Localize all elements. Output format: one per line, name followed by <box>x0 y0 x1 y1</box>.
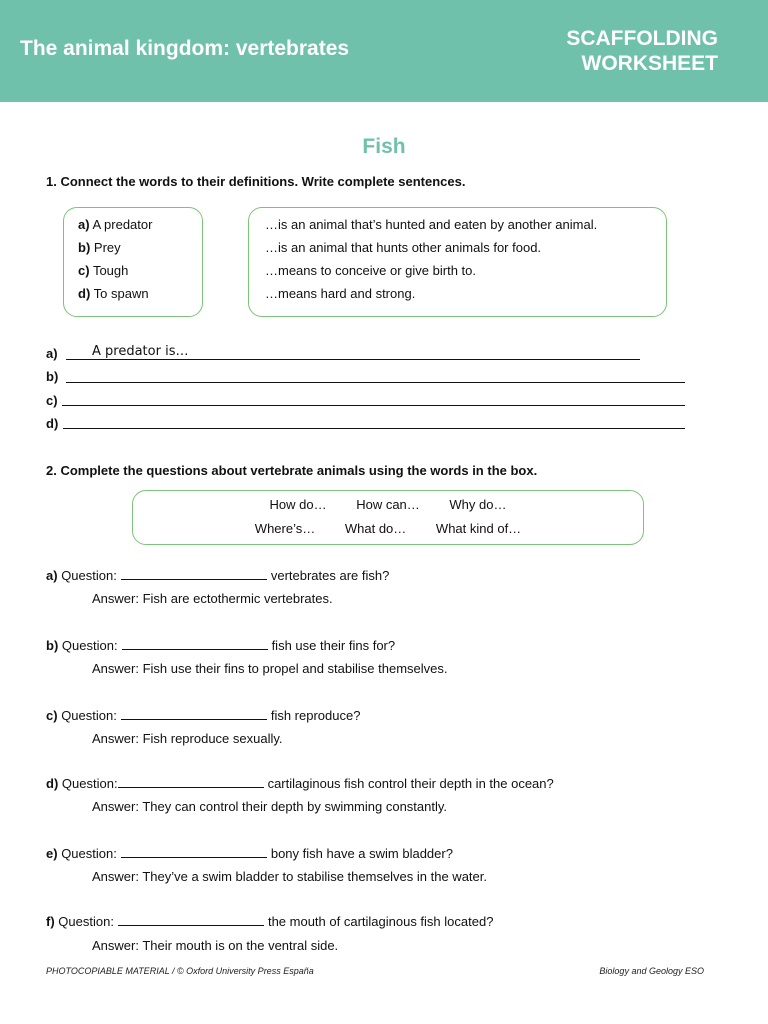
word-item: c) Tough <box>78 263 129 278</box>
question-blank[interactable] <box>118 914 264 926</box>
answer-line-a[interactable] <box>66 358 640 360</box>
word-item: b) Prey <box>78 240 121 255</box>
answer-label-b: b) <box>46 369 59 384</box>
answer-d: Answer: They can control their depth by swimming constantly. <box>92 799 448 814</box>
word-bank-item: How do… <box>269 497 327 512</box>
word-bank-row <box>133 497 643 512</box>
word-bank-item: Why do… <box>449 497 507 512</box>
word-bank-item: What kind of… <box>435 521 522 536</box>
definition-item: …means hard and strong. <box>265 286 416 301</box>
answer-b: Answer: Fish use their fins to propel and stabilise themselves. <box>92 661 448 676</box>
answer-e: Answer: They’ve a swim bladder to stabilise themselves in the water. <box>92 869 487 884</box>
definitions-box <box>248 207 667 317</box>
question-blank[interactable] <box>118 776 264 788</box>
exercise-2-instruction: 2. Complete the questions about vertebrate animals using the words in the box. <box>46 463 538 478</box>
word-item: a) A predator <box>78 217 153 232</box>
answer-line-b[interactable] <box>66 381 685 383</box>
answer-line-d[interactable] <box>63 427 685 429</box>
header-banner <box>0 0 768 102</box>
answer-c: Answer: Fish reproduce sexually. <box>92 731 283 746</box>
question-blank[interactable] <box>121 708 267 720</box>
answer-label-c: c) <box>46 393 58 408</box>
definition-item: …is an animal that’s hunted and eaten by another animal. <box>265 217 598 232</box>
badge-line-1: SCAFFOLDING <box>566 27 718 50</box>
footer-subject: Biology and Geology ESO <box>599 966 704 976</box>
footer-copyright: PHOTOCOPIABLE MATERIAL / © Oxford University Press España <box>46 966 314 976</box>
definition-item: …is an animal that hunts other animals for food. <box>265 240 542 255</box>
worksheet-type-badge <box>566 26 718 76</box>
question-f: f) Question: the mouth of cartilaginous fish located? <box>46 914 494 929</box>
question-blank[interactable] <box>121 846 267 858</box>
question-c: c) Question: fish reproduce? <box>46 708 361 723</box>
word-bank-item: What do… <box>344 521 407 536</box>
answer-f: Answer: Their mouth is on the ventral side. <box>92 938 339 953</box>
question-b: b) Question: fish use their fins for? <box>46 638 396 653</box>
word-bank-item: How can… <box>356 497 420 512</box>
exercise-1-instruction: 1. Connect the words to their definitions. Write complete sentences. <box>46 174 466 189</box>
question-d: d) Question: cartilaginous fish control their depth in the ocean? <box>46 776 554 791</box>
answer-line-c[interactable] <box>62 404 685 406</box>
word-bank-box <box>132 490 644 545</box>
badge-line-2: WORKSHEET <box>581 52 718 75</box>
worksheet-title: The animal kingdom: vertebrates <box>20 37 350 60</box>
question-e: e) Question: bony fish have a swim bladder? <box>46 846 453 861</box>
question-blank[interactable] <box>121 568 267 580</box>
question-blank[interactable] <box>122 638 268 650</box>
question-a: a) Question: vertebrates are fish? <box>46 568 390 583</box>
definition-item: …means to conceive or give birth to. <box>265 263 476 278</box>
answer-label-a: a) <box>46 346 58 361</box>
answer-a: Answer: Fish are ectothermic vertebrates. <box>92 591 333 606</box>
word-item: d) To spawn <box>78 286 149 301</box>
words-box <box>63 207 203 317</box>
example-answer: A predator is… <box>92 344 189 359</box>
word-bank-item: Where’s… <box>254 521 316 536</box>
answer-label-d: d) <box>46 416 59 431</box>
word-bank-row <box>133 521 643 536</box>
section-title: Fish <box>362 135 406 158</box>
